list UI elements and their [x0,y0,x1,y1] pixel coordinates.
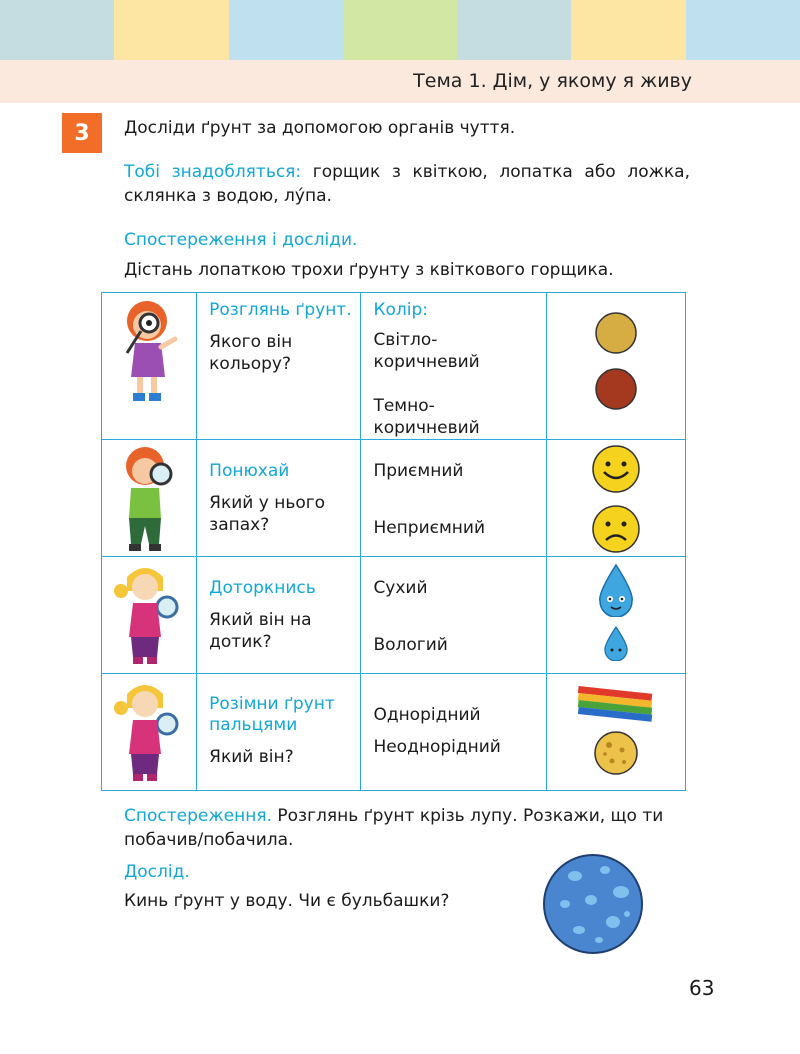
question-text: Який він на дотик? [209,610,312,652]
question-text: Який у нього запах? [209,493,326,535]
task-intro: Досліди ґрунт за допомогою органів чуття. [124,118,516,138]
stripe [571,0,685,60]
stripe [0,0,114,60]
header-stripes [0,0,800,60]
action-title: Доторкнись [209,578,316,598]
icons-cell [546,557,685,674]
materials-label: Тобі знадобляться: [124,162,302,182]
stripe [686,0,800,60]
table-row [102,674,686,791]
light-brown-circle-icon [594,311,638,355]
action-cell [197,440,361,557]
option-unpleasant: Неприємний [373,518,485,538]
big-water-drop-icon [596,563,636,617]
table-row [102,293,686,440]
dark-brown-circle-icon [594,367,638,411]
water-with-bubbles-icon [541,852,645,956]
observe-label: Спостереження і досліди. [124,230,358,250]
picture-cell [102,293,197,440]
options-cell [361,440,546,557]
question-text: Якого він кольору? [209,332,293,374]
spotted-ball-icon [593,730,639,776]
action-cell [197,557,361,674]
action-cell [197,674,361,791]
stripe [229,0,343,60]
page-number: 63 [689,976,715,1000]
icons-cell [546,674,685,791]
picture-cell [102,440,197,557]
observation-table [101,292,686,791]
action-title: Розімни ґрунт пальцями [209,694,335,735]
option-heterogeneous: Неоднорідний [373,737,501,757]
boy-sniffing-icon [109,440,189,555]
girl-rubbing-icon [109,674,189,789]
stripe [343,0,457,60]
materials-text [124,160,690,208]
picture-cell [102,674,197,791]
girl-touching-icon [109,557,189,672]
table-row [102,557,686,674]
icons-cell [546,293,685,440]
picture-cell [102,557,197,674]
observation-note [124,804,684,852]
boy-with-magnifier-icon [109,293,189,408]
options-cell [361,293,546,440]
option-wet: Вологий [373,635,448,655]
option-pleasant: Приємний [373,461,464,481]
experiment-label: Дослід. [124,862,190,882]
small-water-drop-icon [603,625,629,661]
option-light-brown: Світло-коричневий [373,330,480,372]
stripe [114,0,228,60]
stripe [457,0,571,60]
materials-list: горщик з квіткою, лопатка або ложка, склянка з водою, лу́па. [124,162,690,206]
options-cell [361,674,546,791]
task-number-badge: 3 [62,113,102,153]
topic-title: Тема 1. Дім, у якому я живу [413,70,692,92]
observation-text: Розглянь ґрунт крізь лупу. Розкажи, що ти побачив/побачила. [124,806,664,850]
option-dark-brown: Темно-коричневий [373,396,480,438]
option-dry: Сухий [373,578,428,598]
smile-face-icon [591,444,641,494]
table-row [102,440,686,557]
options-cell [361,557,546,674]
instruction-text: Дістань лопаткою трохи ґрунту з квіткового горщика. [124,260,614,280]
icons-cell [546,440,685,557]
option-homogeneous: Однорідний [373,705,481,725]
question-text: Який він? [209,747,294,767]
plasticine-bars-icon [576,682,656,726]
observation-label: Спостереження. [124,806,272,826]
property-label: Колір: [373,300,429,320]
sad-face-icon [591,504,641,554]
action-title: Понюхай [209,461,290,481]
action-title: Розглянь ґрунт. [209,300,352,320]
action-cell [197,293,361,440]
experiment-text: Кинь ґрунт у воду. Чи є бульбашки? [124,891,450,911]
